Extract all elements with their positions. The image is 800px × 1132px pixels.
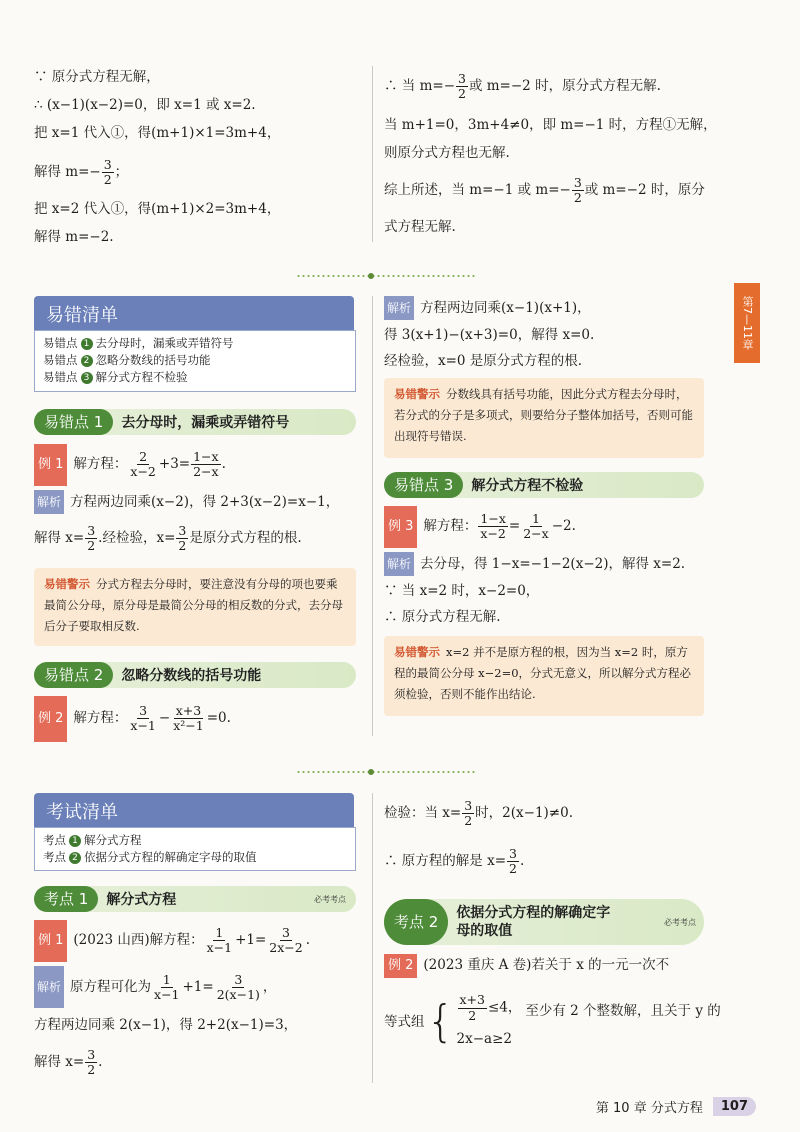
fraction [456, 70, 468, 101]
text-line: 经检验，x=0 是原分式方程的根. [384, 353, 583, 369]
top-left-solution [34, 66, 364, 248]
page-footer [596, 1097, 756, 1116]
denominator: x−2 [480, 526, 506, 541]
text: 时，2(x−1)≠0. [475, 805, 574, 821]
text: +1= [235, 932, 267, 948]
text-line: 则原分式方程也无解. [384, 145, 510, 161]
exam-example-2 [384, 954, 721, 1058]
point-title: 忽略分数线的括号功能 [121, 668, 262, 684]
item-text: 去分母时，漏乘或弄错符号 [95, 336, 234, 350]
denominator: 2 [458, 86, 466, 101]
text: 方程两边同乘(x−1)(x+1)， [420, 300, 591, 316]
warning-tag: 易错警示 [394, 645, 440, 659]
must-exam-label: 必考考点 [664, 917, 696, 927]
point-tag: 易错点 3 [384, 472, 463, 498]
numerator: 3 [573, 174, 582, 190]
title-line: 母的取值 [456, 923, 513, 939]
text-line [34, 966, 364, 1008]
fraction [205, 924, 234, 955]
fraction [507, 845, 519, 876]
warning-tag: 易错警示 [394, 387, 440, 401]
text-line [34, 1042, 364, 1082]
text: 方程两边同乘(x−2)，得 2+3(x−2)=x−1， [70, 494, 340, 510]
item-text: 忽略分数线的括号功能 [95, 353, 211, 367]
divider-dot [368, 273, 374, 279]
example-tag: 例 1 [34, 444, 67, 486]
item-label: 考点 [43, 833, 66, 847]
point-tag: 易错点 2 [34, 662, 113, 688]
inequality-row: 2x−a≥2 [456, 1031, 512, 1047]
fraction [152, 971, 181, 1002]
text: . [519, 853, 525, 869]
numerator: 3 [139, 702, 148, 718]
denominator: x−1 [206, 940, 233, 955]
numerator: 3 [87, 1046, 96, 1062]
numerator: 1 [215, 924, 224, 940]
page-number: 107 [713, 1097, 756, 1116]
point-title: 去分母时，漏乘或弄错符号 [121, 415, 290, 431]
text-line [384, 506, 704, 548]
denominator: x−1 [154, 987, 180, 1002]
analysis-tag: 解析 [384, 296, 414, 320]
point-tag: 考点 2 [384, 899, 448, 945]
text: 或 m=−2 时，原分 [584, 182, 705, 198]
divider-dot [368, 769, 374, 775]
text-line [34, 152, 364, 192]
point-tag: 易错点 1 [34, 409, 113, 435]
text: 解方程： [423, 518, 478, 534]
fraction [478, 510, 507, 541]
text-line [384, 954, 704, 978]
example-tag: 例 3 [384, 506, 417, 548]
errors-box-title: 易错清单 [34, 296, 354, 332]
text: . [98, 1054, 103, 1070]
numerator: 3 [234, 971, 243, 987]
exam-point-1-header [34, 886, 356, 912]
text: . [305, 932, 311, 948]
fraction [191, 448, 220, 479]
fraction [572, 174, 584, 205]
fraction [128, 702, 157, 733]
top-right-solution [384, 66, 717, 238]
text: (2023 重庆 A 卷)若关于 x 的一元一次不 [423, 957, 670, 973]
numerator: 3 [458, 70, 466, 86]
text: .经检验，x= [98, 530, 176, 546]
must-exam-label: 必考考点 [314, 894, 346, 904]
warning-tag: 易错警示 [44, 577, 90, 591]
fraction [458, 994, 487, 1022]
denominator: x²−1 [173, 718, 204, 733]
text-line [384, 170, 714, 210]
exam-box-list [34, 827, 356, 871]
denominator: 2−x [193, 464, 219, 479]
inequality-row [457, 994, 522, 1022]
text-line [384, 296, 704, 320]
text-line [384, 66, 714, 106]
text: 解得 x= [34, 1054, 85, 1070]
numerator: x+3 [459, 992, 485, 1007]
warning-text: 分数线具有括号功能，因此分式方程去分母时，若分式的分子是多项式，则要给分子整体加括号，否则可能出现符号错误. [394, 387, 693, 443]
denominator: 2 [87, 538, 96, 553]
brace: { [426, 996, 455, 1047]
text: 综上所述，当 m=−1 或 m=− [384, 182, 571, 198]
analysis-tag: 解析 [34, 966, 64, 1008]
fraction [267, 924, 304, 955]
text: 或 m=−2 时，原分式方程无解. [468, 78, 661, 94]
text-line [34, 920, 364, 962]
column-divider [372, 793, 373, 1083]
text: ； [114, 164, 129, 180]
title-line: 依据分式方程的解确定字 [456, 905, 611, 921]
numerator: 3 [178, 522, 187, 538]
list-item [43, 335, 347, 352]
text-line: 方程两边同乘 2(x−1)，得 2+2(x−1)=3， [34, 1017, 298, 1033]
fraction [85, 522, 97, 553]
text-line: 把 x=1 代入①，得(m+1)×1=3m+4， [34, 125, 281, 141]
point-title [456, 904, 610, 940]
denominator: 2 [87, 1062, 96, 1077]
column-divider [372, 66, 373, 242]
error-point-3-header [384, 472, 704, 498]
item-text: 解分式方程 [84, 833, 142, 847]
list-item [43, 849, 347, 866]
denominator: 2 [464, 813, 473, 828]
text: 是原分式方程的根. [189, 530, 302, 546]
text: ， [262, 979, 277, 995]
item-text: 依据分式方程的解确定字母的取值 [84, 850, 257, 864]
text: 解得 m=− [34, 164, 101, 180]
fraction [215, 971, 262, 1002]
text-line [384, 793, 704, 833]
number-badge: 2 [69, 852, 81, 864]
text: 至少有 2 个整数解，且关于 y 的 [525, 1003, 721, 1019]
chapter-label: 第 10 章 分式方程 [595, 1101, 703, 1116]
item-label: 易错点 [43, 370, 78, 384]
warning-text: x=2 并不是原方程的根，因为当 x=2 时，原方程的最简公分母 x−2=0，分式无意义，所以解分式方程必须检验，否则不能作出结论. [394, 645, 692, 701]
dotted-divider [296, 275, 476, 277]
denominator: 2 [509, 861, 517, 876]
text: ∴ 当 m=− [384, 78, 456, 94]
example-1 [34, 444, 364, 558]
text: 检验：当 x= [384, 805, 462, 821]
error-point-1-header [34, 409, 356, 435]
error-point-2-header [34, 662, 356, 688]
example-tag: 例 2 [384, 954, 417, 978]
inequality-system [457, 994, 522, 1050]
dotted-divider [296, 771, 476, 773]
text: =0. [206, 710, 231, 726]
text: . [221, 456, 226, 472]
number-badge: 1 [81, 338, 93, 350]
number-badge: 2 [81, 355, 93, 367]
example-tag: 例 1 [34, 920, 67, 962]
numerator: 3 [282, 924, 290, 940]
text-line: ∴ (x−1)(x−2)=0，即 x=1 或 x=2. [34, 97, 256, 113]
text-line [34, 696, 364, 742]
column-divider [372, 296, 373, 736]
text: 解方程： [73, 710, 128, 726]
text-line: ∵ 当 x=2 时，x−2=0， [384, 583, 540, 599]
denominator: 2 [103, 172, 112, 187]
fraction [128, 448, 157, 479]
numerator: 3 [87, 522, 96, 538]
numerator: 3 [509, 845, 517, 861]
text: (2023 山西)解方程： [73, 932, 204, 948]
text: ∴ 原方程的解是 x= [384, 853, 507, 869]
denominator: 2 [468, 1007, 477, 1023]
text: 解方程： [73, 456, 128, 472]
text-line [384, 841, 704, 881]
text-line [34, 518, 364, 558]
numerator: x+3 [175, 702, 202, 718]
text-line: 当 m+1=0，3m+4≠0，即 m=−1 时，方程①无解， [384, 117, 717, 133]
fraction [462, 797, 474, 828]
text: +3= [158, 456, 191, 472]
warning-box [384, 378, 704, 458]
text: = [508, 518, 521, 534]
denominator: 2(x−1) [216, 987, 260, 1002]
fraction [521, 510, 550, 541]
example-tag: 例 2 [34, 696, 67, 742]
errors-box-list [34, 330, 356, 392]
number-badge: 1 [69, 835, 81, 847]
denominator: x−2 [130, 464, 156, 479]
text-line: ∴ 原分式方程无解. [384, 609, 501, 625]
text-line [34, 444, 364, 486]
numerator: 1 [162, 971, 171, 987]
denominator: 2 [573, 190, 582, 205]
text: 原方程可化为 [70, 979, 152, 995]
denominator: x−1 [130, 718, 156, 733]
numerator: 3 [464, 797, 473, 813]
numerator: 1−x [480, 510, 506, 526]
exam-box-title: 考试清单 [34, 793, 354, 829]
denominator: 2 [178, 538, 187, 553]
text-line [34, 490, 364, 514]
text: +1= [182, 979, 214, 995]
text-line [384, 552, 704, 576]
text: − [158, 710, 171, 726]
text-line: 解得 m=−2. [34, 229, 114, 245]
numerator: 1 [531, 510, 540, 526]
denominator: 2x−2 [269, 940, 303, 955]
example-2-solution [384, 296, 704, 372]
text: ≤4， [487, 999, 522, 1016]
text: 去分母，得 1−x=−1−2(x−2)，解得 x=2. [420, 556, 686, 572]
exam-example-1-cont [384, 793, 704, 881]
fraction [176, 522, 188, 553]
example-3 [384, 506, 704, 628]
point-title: 解分式方程不检验 [471, 478, 584, 494]
text: −2. [551, 518, 576, 534]
exam-example-1 [34, 920, 364, 1082]
text-line [384, 986, 721, 1058]
list-item [43, 352, 347, 369]
item-label: 易错点 [43, 353, 78, 367]
item-text: 解分式方程不检验 [95, 370, 188, 384]
text-line: 把 x=2 代入①，得(m+1)×2=3m+4， [34, 201, 281, 217]
item-label: 考点 [43, 850, 66, 864]
numerator: 1−x [193, 448, 219, 464]
example-2 [34, 696, 364, 742]
point-tag: 考点 1 [34, 886, 98, 912]
item-label: 易错点 [43, 336, 78, 350]
exam-point-2-header [384, 899, 704, 945]
point-title: 解分式方程 [106, 892, 177, 908]
list-item [43, 369, 347, 386]
numerator: 2 [139, 448, 148, 464]
analysis-tag: 解析 [384, 552, 414, 576]
text-line: 式方程无解. [384, 219, 456, 235]
warning-box [34, 568, 356, 646]
number-badge: 3 [81, 372, 93, 384]
analysis-tag: 解析 [34, 490, 64, 514]
text-line: ∵ 原分式方程无解， [34, 69, 160, 85]
warning-text: 分式方程去分母时，要注意没有分母的项也要乘最简公分母，原分母是最简公分母的相反数的分式，去分母后分子要取相反数. [44, 577, 343, 633]
fraction [102, 156, 114, 187]
text: 解得 x= [34, 530, 85, 546]
text-line: 得 3(x+1)−(x+3)=0，解得 x=0. [384, 327, 595, 343]
numerator: 3 [103, 156, 112, 172]
denominator: 2−x [523, 526, 549, 541]
text: 等式组 [384, 1014, 425, 1030]
fraction [171, 702, 206, 733]
fraction [85, 1046, 97, 1077]
chapter-side-tab: 第7—11章 [734, 283, 760, 363]
warning-box [384, 636, 704, 716]
list-item [43, 832, 347, 849]
